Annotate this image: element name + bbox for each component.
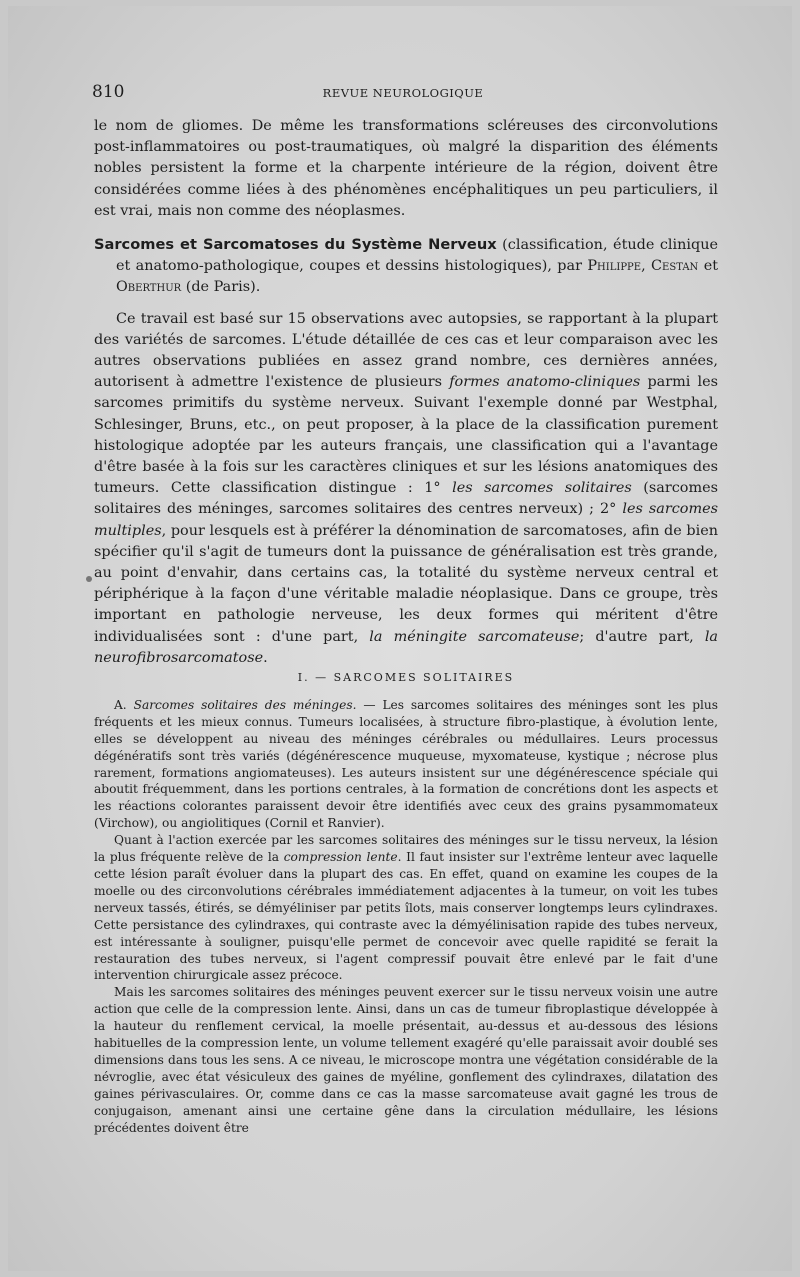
paragraph-compression: [94, 832, 718, 984]
author-and: et: [703, 258, 719, 275]
paragraph-other-action: [94, 984, 718, 1136]
author-cestan: Cestan: [651, 258, 699, 275]
text-run: parmi les sarcomes primitifs du système nerveux. Suivant l'exemple donné par Westphal, Schlesinger, Bruns, etc., on peut proposer, à la place de la classification purement histologique adoptée par les auteurs français, une classification qui a l'avantage d'être basée à la fois sur les caractères cliniques et sur les lésions anatomiques des tumeurs. Cette classification distingue : 1°: [94, 374, 719, 497]
text-run: Ce travail est basé sur 15 observations avec autopsies, se rapportant à la plupart des variétés de sarcomes. L'étude détaillée de ces cas et leur comparaison avec les autres observations publiées en assez grand nombre, ces dernières années, autorisent à admettre l'existence de plusieurs: [94, 310, 718, 391]
text-run: . Il faut insister sur l'extrême lenteur avec laquelle cette lésion paraît évoluer dans la plupart des cas. En effet, quand on examine les coupes de la moelle ou des circonvolutions cérébrales immédiatement adjacentes à la tumeur, on voit les tubes nerveux tassés, étirés, se démyéliniser par petits îlots, mais conserver longtemps leurs cylindraxes. Cette persistance des cylindraxes, qui contraste avec la démyélinisation rapide des tubes nerveux, est intéressante à souligner, puisqu'elle permet de concevoir avec quelle rapidité se ferait la restauration des tubes nerveux, si l'agent compressif pouvait être enlevé par le fait d'une intervention chirurgicale assez précoce.: [94, 850, 718, 983]
text-run: , pour lesquels est à préférer la dénomination de sarcomatoses, afin de bien spécifier qu'il s'agit de tumeurs dont la puissance de généralisation est très grande, au point d'envahir, dans certains cas, la totalité du système nerveux central et périphérique à la façon d'une véritable maladie néoplasique. Dans ce groupe, très important en pathologie nerveuse, les deux formes qui méritent d'être individualisées sont : d'une part,: [94, 522, 718, 645]
author-philippe: Philippe: [587, 258, 642, 275]
text-run: A.: [114, 697, 127, 712]
entry-title: Sarcomes et Sarcomatoses du Système Nerveux: [94, 236, 497, 254]
review-entry-heading: [94, 234, 718, 299]
italic-run: compression lente: [283, 850, 398, 865]
italic-run: la méningite sarcomateuse: [369, 628, 580, 645]
italic-run: Sarcomes solitaires des méninges.: [133, 697, 357, 712]
author-separator: ,: [641, 258, 646, 275]
page-number: 810: [92, 82, 125, 102]
entry-subtitle: (classification, étude clinique et anatomo-pathologique, coupes et dessins histologiques), par: [116, 237, 718, 275]
text-run: .: [263, 649, 268, 666]
author-oberthur: Oberthur: [116, 279, 182, 296]
section-title: I. — SARCOMES SOLITAIRES: [297, 671, 515, 684]
page: [8, 6, 792, 1271]
text-run: Mais les sarcomes solitaires des méninges peuvent exercer sur le tissu nerveux voisin une autre action que celle de la compression lente. Ainsi, dans un cas de tumeur fibroplastique développée à la hauteur du renflement cervical, la moelle présentait, au-dessus et au-dessous des lésions habituelles de la compression lente, un volume tellement exagéré qu'elle paraissait avoir doublé ses dimensions dans tous les sens. A ce niveau, le microscope montra une végétation considérable de la névroglie, avec état vésiculeux des gaines de myéline, gonflement des cylindraxes, dilatation des gaines périvasculaires. Or, comme dans ce cas la masse sarcomateuse avait gagné les trous de conjugaison, amenant ainsi une certaine gêne dans la circulation médullaire, les lésions précédentes doivent être: [94, 985, 718, 1135]
italic-run: la neurofibrosarcomatose: [94, 628, 718, 666]
italic-run: les sarcomes solitaires: [452, 480, 632, 497]
page-header: [92, 82, 714, 106]
text-run: Quant à l'action exercée par les sarcomes solitaires des méninges sur le tissu nerveux, la lésion la plus fréquente relève de la: [94, 833, 718, 865]
italic-run: formes anatomo-cliniques: [449, 374, 641, 391]
text-run: ; d'autre part,: [579, 628, 694, 645]
italic-run: les sarcomes multiples: [94, 501, 718, 539]
author-city: (de Paris).: [185, 279, 261, 296]
body-large: [94, 116, 718, 669]
running-title: REVUE NEUROLOGIQUE: [322, 86, 484, 100]
paragraph-intro: [94, 309, 718, 669]
margin-mark: [86, 576, 92, 582]
text-run: — Les sarcomes solitaires des méninges sont les plus fréquents et les mieux connus. Tumeurs localisées, à structure fibro-plastique, à évolution lente, elles se développent au niveau des méninges cérébrales ou médullaires. Leurs processus dégénératifs sont très variés (dégénérescence muqueuse, myxomateuse, kystique ; nécrose plus rarement, formations angiomateuses). Les auteurs insistent sur une dégénérescence spéciale qui aboutit fréquemment, dans les portions centrales, à la formation de concrétions dont les aspects et les réactions colorantes paraissent devoir être identifiés avec ceux des grains pysammomateux (Virchow), ou angiolitiques (Cornil et Ranvier).: [94, 697, 718, 831]
body-small: [94, 658, 718, 1136]
paragraph-continuation: le nom de gliomes. De même les transformations scléreuses des circonvolutions post-inflammatoires ou post-traumatiques, où malgré la disparition des éléments nobles persistent la forme et la charpente intérieure de la région, doivent être considérées comme liées à des phénomènes encéphalitiques un peu particuliers, il est vrai, mais non comme des néoplasmes.: [94, 118, 718, 219]
text-run: (sarcomes solitaires des méninges, sarcomes solitaires des centres nerveux) ; 2°: [94, 480, 718, 518]
paragraph-meninges: [94, 697, 718, 832]
